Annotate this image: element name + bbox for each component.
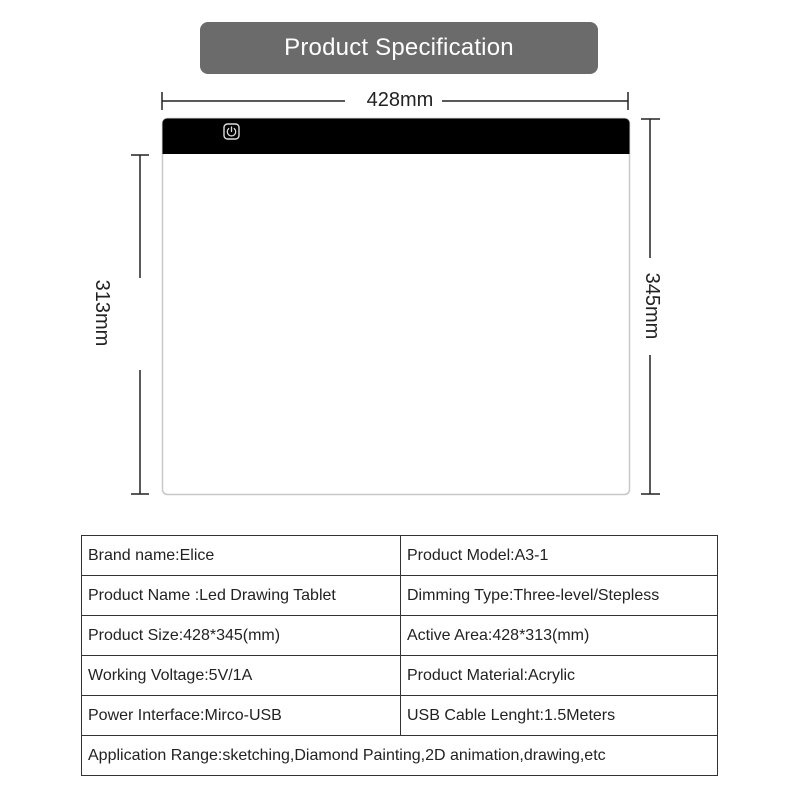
spec-application-range: Application Range:sketching,Diamond Painting,2D animation,drawing,etc bbox=[82, 736, 718, 776]
spec-active-area: Active Area:428*313(mm) bbox=[401, 616, 718, 656]
spec-product-size: Product Size:428*345(mm) bbox=[82, 616, 401, 656]
table-row bbox=[82, 576, 718, 616]
spec-dimming-type: Dimming Type:Three-level/Stepless bbox=[401, 576, 718, 616]
table-row bbox=[82, 616, 718, 656]
total-height-dimension-label: 345mm bbox=[641, 272, 663, 340]
spec-product-model: Product Model:A3-1 bbox=[401, 536, 718, 576]
spec-working-voltage: Working Voltage:5V/1A bbox=[82, 656, 401, 696]
spec-brand-name: Brand name:Elice bbox=[82, 536, 401, 576]
specification-table bbox=[81, 535, 718, 776]
spec-product-name: Product Name :Led Drawing Tablet bbox=[82, 576, 401, 616]
tablet-body bbox=[163, 119, 630, 495]
table-row bbox=[82, 696, 718, 736]
spec-product-material: Product Material:Acrylic bbox=[401, 656, 718, 696]
table-row bbox=[82, 656, 718, 696]
active-height-dimension-line bbox=[131, 155, 149, 494]
table-row bbox=[82, 536, 718, 576]
spec-power-interface: Power Interface:Mirco-USB bbox=[82, 696, 401, 736]
table-row bbox=[82, 736, 718, 776]
banner-title: Product Specification bbox=[284, 34, 514, 61]
active-height-dimension-label: 313mm bbox=[91, 279, 113, 347]
width-dimension-label: 428mm bbox=[366, 89, 434, 111]
spec-usb-cable-length: USB Cable Lenght:1.5Meters bbox=[401, 696, 718, 736]
